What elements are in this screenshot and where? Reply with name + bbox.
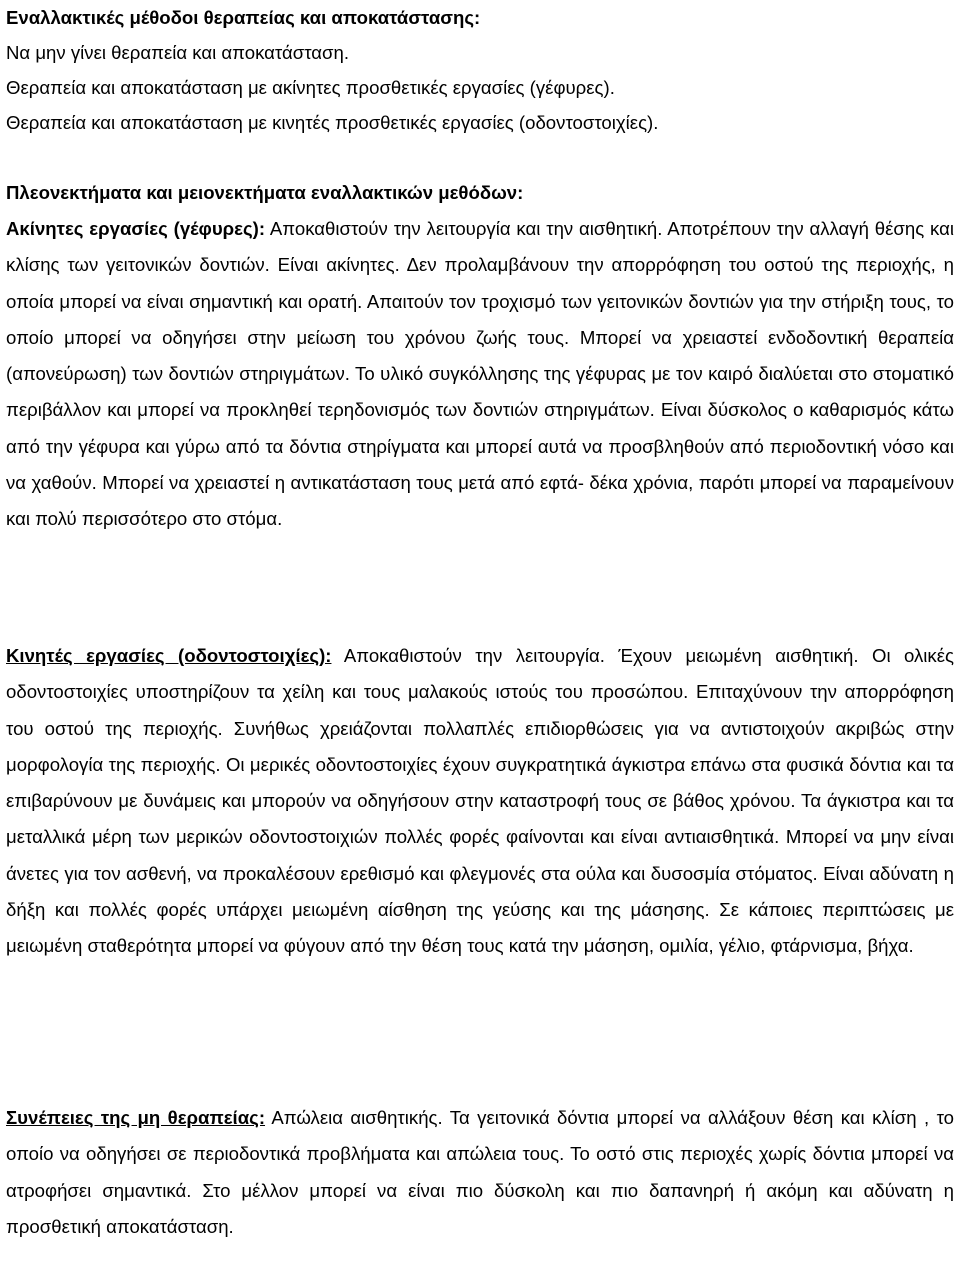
fixed-prosthetics-label: Ακίνητες εργασίες (γέφυρες): [6, 218, 266, 239]
no-treatment-section [6, 1100, 954, 1245]
pros-cons-section [6, 175, 954, 538]
removable-prosthetics-label: Κινητές εργασίες (οδοντοστοιχίες): [6, 645, 332, 666]
no-treatment-text: Απώλεια αισθητικής. Τα γειτονικά δόντια μπορεί να αλλάξουν θέση και κλίση , το οποίο να οδηγήσει σε περιοδοντικά προβλήματα και απώλεια τους. Το οστό στις περιοχές χωρίς δόντια μπορεί να ατροφήσει σημαντικά. Στο μέλλον μπορεί να είναι πιο δύσκολη και πιο δαπανηρή ή ακόμη και αδύνατη η προσθετική αποκατάσταση. [6, 1107, 954, 1237]
removable-prosthetics-text: Αποκαθιστούν την λειτουργία. Έχουν μειωμένη αισθητική. Οι ολικές οδοντοστοιχίες υποστηρίζουν τα χείλη και τους μαλακούς ιστούς του προσώπου. Επιταχύνουν την απορρόφηση του οστού της περιοχής. Συνήθως χρειάζονται πολλαπλές επιδιορθώσεις για να αντιστοιχούν ακριβώς στην μορφολογία της περιοχής. Οι μερικές οδοντοστοιχίες έχουν συγκρατητικά άγκιστρα επάνω στα φυσικά δόντια και τα επιβαρύνουν με δυνάμεις και μπορούν να οδηγήσουν στην καταστροφή τους σε βάθος χρόνου. Τα άγκιστρα και τα μεταλλικά μέρη των μερικών οδοντοστοιχιών πολλές φορές φαίνονται και είναι αντιαισθητικά. Μπορεί να μην είναι άνετες για τον ασθενή, να προκαλέσουν ερεθισμό και φλεγμονές στα ούλα και δυσοσμία στόματος. Είναι αδύνατη η δήξη και πολλές φορές υπάρχει μειωμένη αίσθηση της γεύσης και της μάσησης. Σε κάποιες περιπτώσεις με μειωμένη σταθερότητα μπορεί να φύγουν από την θέση τους κατά την μάσηση, ομιλία, γέλιο, φτάρνισμα, βήχα. [6, 645, 954, 957]
treatment-options-section [6, 0, 954, 140]
no-treatment-label: Συνέπειες της μη θεραπείας: [6, 1107, 266, 1128]
no-treatment-paragraph [6, 1100, 954, 1245]
fixed-prosthetics-paragraph [6, 211, 954, 538]
removable-prosthetics-paragraph [6, 638, 954, 965]
treatment-options-heading: Εναλλακτικές μέθοδοι θεραπείας και αποκατάστασης: [6, 7, 481, 28]
treatment-option: Να μην γίνει θεραπεία και αποκατάσταση. [6, 42, 350, 63]
pros-cons-heading: Πλεονεκτήματα και μειονεκτήματα εναλλακτικών μεθόδων: [6, 182, 524, 203]
removable-prosthetics-section [6, 638, 954, 965]
treatment-option: Θεραπεία και αποκατάσταση με ακίνητες προσθετικές εργασίες (γέφυρες). [6, 77, 615, 98]
treatment-option: Θεραπεία και αποκατάσταση με κινητές προσθετικές εργασίες (οδοντοστοιχίες). [6, 112, 659, 133]
fixed-prosthetics-text: Αποκαθιστούν την λειτουργία και την αισθητική. Αποτρέπουν την αλλαγή θέσης και κλίσης των γειτονικών δοντιών. Είναι ακίνητες. Δεν προλαμβάνουν την απορρόφηση του οστού της περιοχής, η οποία μπορεί να είναι σημαντική και ορατή. Απαιτούν τον τροχισμό των γειτονικών δοντιών για την στήριξη τους, το οποίο μπορεί να οδηγήσει στην μείωση του χρόνου ζωής τους. Μπορεί να χρειαστεί ενδοδοντική θεραπεία (απονεύρωση) των δοντιών στηριγμάτων. Το υλικό συγκόλλησης της γέφυρας με τον καιρό διαλύεται στο στοματικό περιβάλλον και μπορεί να προκληθεί τερηδονισμός των δοντιών στηριγμάτων. Είναι δύσκολος ο καθαρισμός κάτω από την γέφυρα και γύρω από τα δόντια στηρίγματα και μπορεί αυτά να προσβληθούν από περιοδοντική νόσο και να χαθούν. Μπορεί να χρειαστεί η αντικατάσταση τους μετά από εφτά- δέκα χρόνια, παρότι μπορεί να παραμείνουν και πολύ περισσότερο στο στόμα. [6, 218, 954, 530]
